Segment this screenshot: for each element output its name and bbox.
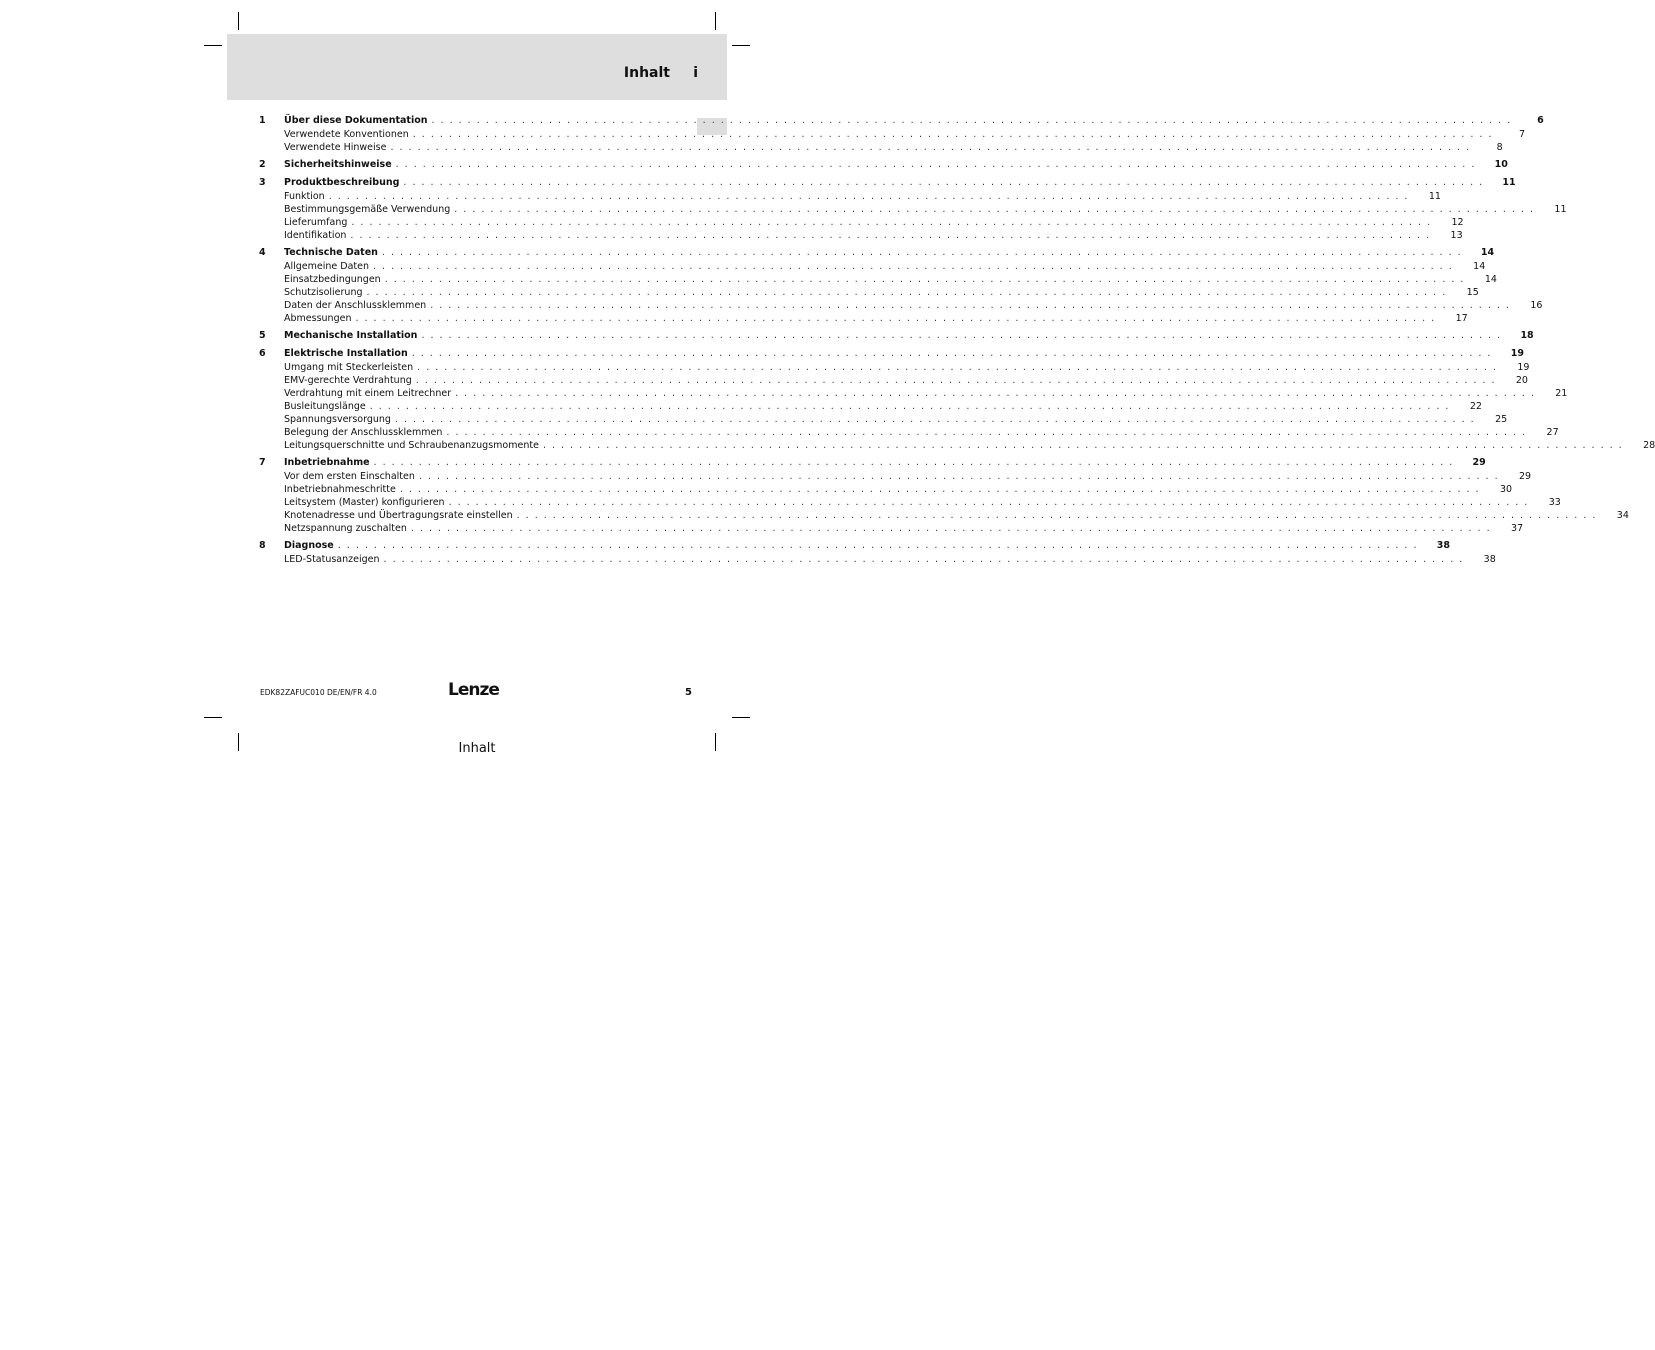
toc-page: 8	[1496, 142, 1503, 153]
toc-section-entry[interactable]	[259, 361, 1530, 374]
toc-number: 2	[259, 159, 266, 170]
dot-leader: . . . . . . . . . . . . . . . . . . . . . . . . . . . . . . . . . . . . . . . . . . . . . . . . . . . . . . . . . . . . . . . . . . . . . . . . . . . . . . . . . . . . . . . . . . . . . . . . . . . . . . . . . . . . . . . . . . . . . . . .	[455, 388, 1536, 399]
toc-page: 38	[1436, 540, 1450, 551]
toc-page: 6	[1537, 115, 1544, 126]
toc-page: 34	[1616, 510, 1629, 521]
dot-leader: . . . . . . . . . . . . . . . . . . . . . . . . . . . . . . . . . . . . . . . . . . . . . . . . . . . . . . . . . . . . . . . . . . . . . . . . . . . . . . . . . . . . . . . . . . . . . . . . . . . . . . . . . . . . . . . . . . . . . . . .	[403, 177, 1484, 188]
toc-section-entry[interactable]	[259, 509, 1629, 522]
toc-title: Funktion	[284, 191, 325, 202]
dot-leader: . . . . . . . . . . . . . . . . . . . . . . . . . . . . . . . . . . . . . . . . . . . . . . . . . . . . . . . . . . . . . . . . . . . . . . . . . . . . . . . . . . . . . . . . . . . . . . . . . . . . . . . . . . . . . . . . . . . . . . . .	[411, 348, 1492, 359]
toc-title: LED-Statusanzeigen	[284, 554, 380, 565]
document-id: EDK82ZAFUC010 DE/EN/FR 4.0	[260, 688, 377, 697]
toc-page: 22	[1469, 401, 1482, 412]
toc-section-entry[interactable]	[259, 553, 1496, 566]
toc-page: 25	[1495, 414, 1508, 425]
dot-leader: . . . . . . . . . . . . . . . . . . . . . . . . . . . . . . . . . . . . . . . . . . . . . . . . . . . . . . . . . . . . . . . . . . . . . . . . . . . . . . . . . . . . . . . . . . . . . . . . . . . . . . . . . . . . . . . . . . . . . . . .	[454, 204, 1535, 215]
toc-chapter	[259, 246, 1543, 325]
toc-title: Leitungsquerschnitte und Schraubenanzugsmomente	[284, 440, 539, 451]
toc-number: 5	[259, 330, 266, 341]
dot-leader: . . . . . . . . . . . . . . . . . . . . . . . . . . . . . . . . . . . . . . . . . . . . . . . . . . . . . . . . . . . . . . . . . . . . . . . . . . . . . . . . . . . . . . . . . . . . . . . . . . . . . . . . . . . . . . . . . . . . . . . .	[373, 457, 1454, 468]
toc-title: Inbetriebnahme	[284, 457, 370, 468]
toc-section-entry[interactable]	[259, 312, 1468, 325]
toc-chapter	[259, 158, 1508, 172]
toc-chapter	[259, 347, 1655, 452]
toc-page: 10	[1494, 159, 1508, 170]
toc-number: 3	[259, 177, 266, 188]
toc-section-entry[interactable]	[259, 387, 1568, 400]
toc-chapter	[259, 539, 1496, 566]
toc-section-entry[interactable]	[259, 229, 1463, 242]
toc-page: 11	[1428, 191, 1441, 202]
dot-leader: . . . . . . . . . . . . . . . . . . . . . . . . . . . . . . . . . . . . . . . . . . . . . . . . . . . . . . . . . . . . . . . . . . . . . . . . . . . . . . . . . . . . . . . . . . . . . . . . . . . . . . . . . . . . . . . . . . . . . . . .	[390, 142, 1471, 153]
toc-title: EMV-gerechte Verdrahtung	[284, 375, 412, 386]
toc-page: 16	[1530, 300, 1543, 311]
toc-title: Diagnose	[284, 540, 334, 551]
toc-title: Verwendete Konventionen	[284, 129, 409, 140]
dot-leader: . . . . . . . . . . . . . . . . . . . . . . . . . . . . . . . . . . . . . . . . . . . . . . . . . . . . . . . . . . . . . . . . . . . . . . . . . . . . . . . . . . . . . . . . . . . . . . . . . . . . . . . . . . . . . . . . . . . . . . . .	[446, 427, 1527, 438]
crop-mark	[715, 12, 716, 30]
toc-page: 14	[1484, 274, 1497, 285]
page-header	[227, 34, 727, 100]
toc-section-entry[interactable]	[259, 496, 1561, 509]
toc-section-entry[interactable]	[259, 286, 1479, 299]
toc-title: Vor dem ersten Einschalten	[284, 471, 415, 482]
toc-page: 11	[1502, 177, 1516, 188]
toc-number: 6	[259, 348, 266, 359]
toc-page: 17	[1455, 313, 1468, 324]
toc-title: Produktbeschreibung	[284, 177, 400, 188]
toc-chapter	[259, 176, 1567, 242]
toc-section-entry[interactable]	[259, 299, 1543, 312]
dot-leader: . . . . . . . . . . . . . . . . . . . . . . . . . . . . . . . . . . . . . . . . . . . . . . . . . . . . . . . . . . . . . . . . . . . . . . . . . . . . . . . . . . . . . . . . . . . . . . . . . . . . . . . . . . . . . . . . . . . . . . . .	[395, 159, 1476, 170]
toc-section-entry[interactable]	[259, 439, 1655, 452]
toc-number: 8	[259, 540, 266, 551]
toc-section-entry[interactable]	[259, 522, 1524, 535]
dot-leader: . . . . . . . . . . . . . . . . . . . . . . . . . . . . . . . . . . . . . . . . . . . . . . . . . . . . . . . . . . . . . . . . . . . . . . . . . . . . . . . . . . . . . . . . . . . . . . . . . . . . . . . . . . . . . . . . . . . . . . . .	[350, 230, 1431, 241]
toc-page: 37	[1511, 523, 1524, 534]
toc-section-entry[interactable]	[259, 216, 1464, 229]
toc-page: 13	[1450, 230, 1463, 241]
toc-chapter-entry[interactable]	[259, 456, 1486, 470]
dot-leader: . . . . . . . . . . . . . . . . . . . . . . . . . . . . . . . . . . . . . . . . . . . . . . . . . . . . . . . . . . . . . . . . . . . . . . . . . . . . . . . . . . . . . . . . . . . . . . . . . . . . . . . . . . . . . . . . . . . . . . . .	[412, 129, 1493, 140]
toc-section-entry[interactable]	[259, 483, 1513, 496]
toc-title: Busleitungslänge	[284, 401, 366, 412]
dot-leader: . . . . . . . . . . . . . . . . . . . . . . . . . . . . . . . . . . . . . . . . . . . . . . . . . . . . . . . . . . . . . . . . . . . . . . . . . . . . . . . . . . . . . . . . . . . . . . . . . . . . . . . . . . . . . . . . . . . . . . . .	[430, 300, 1511, 311]
dot-leader: . . . . . . . . . . . . . . . . . . . . . . . . . . . . . . . . . . . . . . . . . . . . . . . . . . . . . . . . . . . . . . . . . . . . . . . . . . . . . . . . . . . . . . . . . . . . . . . . . . . . . . . . . . . . . . . . . . . . . . . .	[355, 313, 1436, 324]
toc-title: Verwendete Hinweise	[284, 142, 387, 153]
toc-section-entry[interactable]	[259, 470, 1532, 483]
toc-page: 12	[1451, 217, 1464, 228]
toc-section-entry[interactable]	[259, 260, 1486, 273]
toc-section-entry[interactable]	[259, 426, 1559, 439]
toc-page: 14	[1473, 261, 1486, 272]
dot-leader: . . . . . . . . . . . . . . . . . . . . . . . . . . . . . . . . . . . . . . . . . . . . . . . . . . . . . . . . . . . . . . . . . . . . . . . . . . . . . . . . . . . . . . . . . . . . . . . . . . . . . . . . . . . . . . . . . . . . . . . .	[328, 191, 1409, 202]
toc-section-entry[interactable]	[259, 141, 1503, 154]
crop-mark	[238, 12, 239, 30]
toc-title: Elektrische Installation	[284, 348, 408, 359]
toc-title: Inbetriebnahmeschritte	[284, 484, 396, 495]
crop-mark	[204, 45, 222, 46]
toc-chapter-entry[interactable]	[259, 158, 1508, 172]
dot-leader: . . . . . . . . . . . . . . . . . . . . . . . . . . . . . . . . . . . . . . . . . . . . . . . . . . . . . . . . . . . . . . . . . . . . . . . . . . . . . . . . . . . . . . . . . . . . . . . . . . . . . . . . . . . . . . . . . . . . . . . .	[351, 217, 1432, 228]
toc-title: Allgemeine Daten	[284, 261, 370, 272]
dot-leader: . . . . . . . . . . . . . . . . . . . . . . . . . . . . . . . . . . . . . . . . . . . . . . . . . . . . . . . . . . . . . . . . . . . . . . . . . . . . . . . . . . . . . . . . . . . . . . . . . . . . . . . . . . . . . . . . . . . . . . . .	[417, 362, 1498, 373]
toc-chapter-entry[interactable]	[259, 539, 1450, 553]
toc-page: 27	[1546, 427, 1559, 438]
toc-number: 7	[259, 457, 266, 468]
toc-page: 14	[1480, 247, 1495, 258]
dot-leader: . . . . . . . . . . . . . . . . . . . . . . . . . . . . . . . . . . . . . . . . . . . . . . . . . . . . . . . . . . . . . . . . . . . . . . . . . . . . . . . . . . . . . . . . . . . . . . . . . . . . . . . . . . . . . . . . . . . . . . . .	[431, 115, 1512, 126]
toc-page: 21	[1555, 388, 1568, 399]
dot-leader: . . . . . . . . . . . . . . . . . . . . . . . . . . . . . . . . . . . . . . . . . . . . . . . . . . . . . . . . . . . . . . . . . . . . . . . . . . . . . . . . . . . . . . . . . . . . . . . . . . . . . . . . . . . . . . . . . . . . . . . .	[373, 261, 1454, 272]
toc-title: Leitsystem (Master) konfigurieren	[284, 497, 445, 508]
toc-section-entry[interactable]	[259, 190, 1441, 203]
toc-title: Lieferumfang	[284, 217, 348, 228]
dot-leader: . . . . . . . . . . . . . . . . . . . . . . . . . . . . . . . . . . . . . . . . . . . . . . . . . . . . . . . . . . . . . . . . . . . . . . . . . . . . . . . . . . . . . . . . . . . . . . . . . . . . . . . . . . . . . . . . . . . . . . . .	[421, 330, 1502, 341]
toc-title: Sicherheitshinweise	[284, 159, 392, 170]
lenze-logo: Lenze	[448, 680, 499, 700]
toc-chapter-entry[interactable]	[259, 347, 1524, 361]
toc-page: 18	[1520, 330, 1534, 341]
toc-title: Über diese Dokumentation	[284, 115, 428, 126]
toc-title: Mechanische Installation	[284, 330, 418, 341]
dot-leader: . . . . . . . . . . . . . . . . . . . . . . . . . . . . . . . . . . . . . . . . . . . . . . . . . . . . . . . . . . . . . . . . . . . . . . . . . . . . . . . . . . . . . . . . . . . . . . . . . . . . . . . . . . . . . . . . . . . . . . . .	[394, 414, 1476, 425]
toc-title: Abmessungen	[284, 313, 352, 324]
toc-title: Daten der Anschlussklemmen	[284, 300, 427, 311]
toc-page: 29	[1519, 471, 1532, 482]
toc-chapter	[259, 456, 1629, 535]
toc-page: 30	[1499, 484, 1513, 495]
dot-leader: . . . . . . . . . . . . . . . . . . . . . . . . . . . . . . . . . . . . . . . . . . . . . . . . . . . . . . . . . . . . . . . . . . . . . . . . . . . . . . . . . . . . . . . . . . . . . . . . . . . . . . . . . . . . . . . . . . . . . . . .	[448, 497, 1529, 508]
toc-section-entry[interactable]	[259, 273, 1497, 286]
toc-section-entry[interactable]	[259, 374, 1528, 387]
toc-page: 15	[1466, 287, 1479, 298]
toc-title: Belegung der Anschlussklemmen	[284, 427, 443, 438]
dot-leader: . . . . . . . . . . . . . . . . . . . . . . . . . . . . . . . . . . . . . . . . . . . . . . . . . . . . . . . . . . . . . . . . . . . . . . . . . . . . . . . . . . . . . . . . . . . . . . . . . . . . . . . . . . . . . . . . . . . . . . . .	[542, 440, 1624, 451]
toc-page: 11	[1554, 204, 1567, 215]
toc-title: Netzspannung zuschalten	[284, 523, 407, 534]
toc-title: Verdrahtung mit einem Leitrechner	[284, 388, 452, 399]
page-number: 5	[685, 687, 692, 698]
page-title: Inhalt	[623, 65, 670, 81]
toc-section-entry[interactable]	[259, 128, 1525, 141]
toc-page: 38	[1483, 554, 1496, 565]
toc-chapter-entry[interactable]	[259, 176, 1516, 190]
dot-leader: . . . . . . . . . . . . . . . . . . . . . . . . . . . . . . . . . . . . . . . . . . . . . . . . . . . . . . . . . . . . . . . . . . . . . . . . . . . . . . . . . . . . . . . . . . . . . . . . . . . . . . . . . . . . . . . . . . . . . . . .	[410, 523, 1492, 534]
toc-page: 19	[1517, 362, 1530, 373]
toc-title: Schutzisolierung	[284, 287, 363, 298]
toc-page: 28	[1643, 440, 1655, 451]
toc-title: Einsatzbedingungen	[284, 274, 381, 285]
toc-title: Knotenadresse und Übertragungsrate einstellen	[284, 510, 513, 521]
toc-page: 19	[1510, 348, 1524, 359]
dot-leader: . . . . . . . . . . . . . . . . . . . . . . . . . . . . . . . . . . . . . . . . . . . . . . . . . . . . . . . . . . . . . . . . . . . . . . . . . . . . . . . . . . . . . . . . . . . . . . . . . . . . . . . . . . . . . . . . . . . . . . . .	[383, 554, 1464, 565]
toc-chapter-entry[interactable]	[259, 329, 1534, 343]
table-of-contents	[259, 114, 1655, 570]
image-caption: Inhalt	[458, 741, 496, 756]
info-icon: i	[693, 65, 698, 81]
dot-leader: . . . . . . . . . . . . . . . . . . . . . . . . . . . . . . . . . . . . . . . . . . . . . . . . . . . . . . . . . . . . . . . . . . . . . . . . . . . . . . . . . . . . . . . . . . . . . . . . . . . . . . . . . . . . . . . . . . . . . . . .	[516, 510, 1597, 521]
toc-number: 1	[259, 115, 266, 126]
toc-section-entry[interactable]	[259, 203, 1567, 216]
toc-title: Spannungsversorgung	[284, 414, 391, 425]
toc-chapter-entry[interactable]	[259, 246, 1495, 260]
toc-title: Umgang mit Steckerleisten	[284, 362, 414, 373]
toc-section-entry[interactable]	[259, 413, 1508, 426]
crop-mark	[204, 717, 222, 718]
toc-chapter	[259, 114, 1544, 154]
dot-leader: . . . . . . . . . . . . . . . . . . . . . . . . . . . . . . . . . . . . . . . . . . . . . . . . . . . . . . . . . . . . . . . . . . . . . . . . . . . . . . . . . . . . . . . . . . . . . . . . . . . . . . . . . . . . . . . . . . . . . . . .	[384, 274, 1465, 285]
dot-leader: . . . . . . . . . . . . . . . . . . . . . . . . . . . . . . . . . . . . . . . . . . . . . . . . . . . . . . . . . . . . . . . . . . . . . . . . . . . . . . . . . . . . . . . . . . . . . . . . . . . . . . . . . . . . . . . . . . . . . . . .	[381, 247, 1463, 258]
toc-chapter-entry[interactable]	[259, 114, 1544, 128]
crop-mark	[732, 717, 750, 718]
toc-page: 33	[1548, 497, 1561, 508]
toc-page: 29	[1472, 457, 1486, 468]
dot-leader: . . . . . . . . . . . . . . . . . . . . . . . . . . . . . . . . . . . . . . . . . . . . . . . . . . . . . . . . . . . . . . . . . . . . . . . . . . . . . . . . . . . . . . . . . . . . . . . . . . . . . . . . . . . . . . . . . . . . . . . .	[399, 484, 1481, 495]
dot-leader: . . . . . . . . . . . . . . . . . . . . . . . . . . . . . . . . . . . . . . . . . . . . . . . . . . . . . . . . . . . . . . . . . . . . . . . . . . . . . . . . . . . . . . . . . . . . . . . . . . . . . . . . . . . . . . . . . . . . . . . .	[337, 540, 1418, 551]
dot-leader: . . . . . . . . . . . . . . . . . . . . . . . . . . . . . . . . . . . . . . . . . . . . . . . . . . . . . . . . . . . . . . . . . . . . . . . . . . . . . . . . . . . . . . . . . . . . . . . . . . . . . . . . . . . . . . . . . . . . . . . .	[369, 401, 1450, 412]
toc-section-entry[interactable]	[259, 400, 1482, 413]
toc-page: 20	[1515, 375, 1528, 386]
toc-title: Identifikation	[284, 230, 347, 241]
dot-leader: . . . . . . . . . . . . . . . . . . . . . . . . . . . . . . . . . . . . . . . . . . . . . . . . . . . . . . . . . . . . . . . . . . . . . . . . . . . . . . . . . . . . . . . . . . . . . . . . . . . . . . . . . . . . . . . . . . . . . . . .	[418, 471, 1500, 482]
crop-mark	[732, 45, 750, 46]
toc-title: Technische Daten	[284, 247, 378, 258]
toc-chapter	[259, 329, 1534, 343]
toc-page: 7	[1518, 129, 1525, 140]
dot-leader: . . . . . . . . . . . . . . . . . . . . . . . . . . . . . . . . . . . . . . . . . . . . . . . . . . . . . . . . . . . . . . . . . . . . . . . . . . . . . . . . . . . . . . . . . . . . . . . . . . . . . . . . . . . . . . . . . . . . . . . .	[415, 375, 1496, 386]
toc-title: Bestimmungsgemäße Verwendung	[284, 204, 451, 215]
dot-leader: . . . . . . . . . . . . . . . . . . . . . . . . . . . . . . . . . . . . . . . . . . . . . . . . . . . . . . . . . . . . . . . . . . . . . . . . . . . . . . . . . . . . . . . . . . . . . . . . . . . . . . . . . . . . . . . . . . . . . . . .	[366, 287, 1447, 298]
toc-number: 4	[259, 247, 266, 258]
